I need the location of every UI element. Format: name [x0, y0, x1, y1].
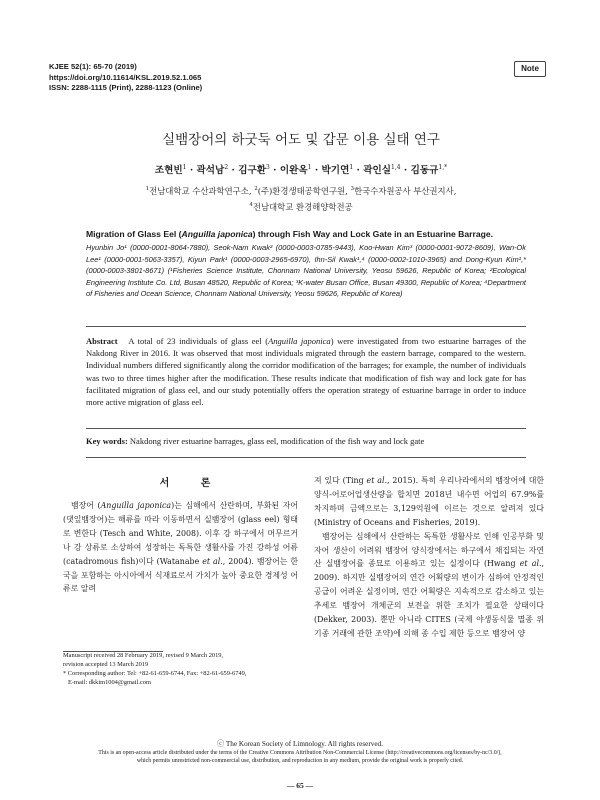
body-text: ., 2004). 뱀장어는 한국을 포함하는 아시아에서 식재료로서 가치가 높아 중요한 경제성 어류로 알려 [63, 556, 298, 594]
keywords [86, 435, 526, 447]
body-paragraph [314, 474, 544, 530]
english-title-part: Migration of Glass Eel ( [86, 229, 182, 239]
author-affiliation-mark: 1 [349, 163, 354, 171]
body-text: ., 2009). 하지만 실뱀장어의 연간 어획량의 변이가 심하여 안정적인 공급이 어려운 실정이며, 연간 어획량은 지속적으로 감소하고 있는 추세로 뱀장어 개체군의 보전을 위한 조치가 필요한 상태이다 (Dekker, 2003). 뿐만 아니라 CITES (국제 야생동식물 멸종 위기종 거래에 관한 조약)에 의해 종 수입 제한 등으로 뱀장어 양 [314, 559, 545, 638]
body-text: ., 2015). 특히 우리나라에서의 뱀장어에 대한 양식-어로어업생산량을 합치면 2018년 내수면 어업의 67.9%를 차지하며 금액으로는 3,129억원에 이르는 것으로 알려져 있다 (Ministry of Oceans and Fisheries, 2019). [314, 476, 545, 527]
author-name: 박기연 [321, 165, 350, 176]
abstract-label: Abstract [86, 336, 118, 346]
author-name: 이완옥 [279, 165, 308, 176]
english-title-part: ) through Fish Way and Lock Gate in an Estuarine Barrage. [252, 229, 494, 239]
footnote-accepted: revision accepted 13 March 2019 [63, 660, 149, 668]
journal-info [49, 62, 202, 94]
affiliation-line-2 [76, 198, 526, 214]
body-etal: et al [366, 476, 385, 485]
korean-affiliations [76, 182, 526, 214]
footnote-corresponding: * Corresponding author: Tel: +82-61-659-6744, Fax: +82-61-659-6749, [63, 669, 247, 677]
author-affiliation-mark: 1 [182, 163, 187, 171]
affiliation-mark: 3 [350, 186, 354, 192]
license-notice [40, 749, 560, 765]
body-text: 뱀장어는 심해에서 산란하는 독특한 생활사로 인해 인공부화 및 자어 생산이 어려워 뱀장어 양식장에서는 하구에서 채집되는 자연산 실뱀장어를 종묘로 이용하고 있는 실정이다 (Hwang [314, 531, 544, 569]
abstract-species: Anguilla japonica [268, 336, 331, 346]
body-text: 져 있다 (Ting [314, 476, 367, 485]
affiliation-text: (주)환경생태공학연구원, [257, 185, 351, 196]
english-title-species: Anguilla japonica [181, 229, 253, 239]
keywords-label: Key words: [86, 436, 128, 446]
author-affiliation-mark: 1,4 [391, 163, 401, 171]
journal-citation: KJEE 52(1): 65-70 (2019) [49, 62, 137, 71]
abstract [86, 335, 526, 408]
author-affiliation-mark: 1 [307, 163, 312, 171]
divider-bottom [86, 457, 526, 458]
korean-authors [76, 162, 526, 176]
affiliation-text: 전남대학교 수산과학연구소, [149, 185, 255, 196]
footnote-received: Manuscript received 28 February 2019, revised 9 March 2019, [63, 652, 224, 659]
author-separator: · [269, 165, 280, 176]
copyright-notice: ⓒ The Korean Society of Limnology. All rights reserved. [217, 740, 383, 748]
license-line: This is an open-access article distributed under the terms of the Creative Commons Attribution Non-Commercial License (http://creativecommons.org/licenses/by-nc/3.0/), [98, 750, 502, 756]
affiliation-mark: 4 [249, 201, 253, 208]
article-type-badge: Note [514, 61, 546, 77]
affiliation-text: 전남대학교 환경해양학전공 [252, 201, 353, 212]
affiliation-line-1 [76, 182, 526, 198]
license-line: which permits unrestricted non-commercial use, distribution, and reproduction in any medium, provide the original work is properly cited. [136, 758, 464, 765]
author-affiliation-mark: 3 [266, 163, 270, 171]
author-affiliation-mark: 2 [224, 163, 229, 171]
body-text: )는 심해에서 산란하며, 부화된 자어 (댓잎뱀장어)는 해류를 따라 이동하면서 실뱀장어 (glass eel) 형태로 변한다 (Tesch and White, 2008). 이후 강 하구에서 머무르거나 강 상류로 소상하여 성장하는 독특한 생활사를 가진 강하성 어류 (catadromous fish)이다 (Watanabe [63, 501, 298, 566]
author-name: 곽인실 [363, 165, 392, 176]
body-left-column [63, 499, 298, 596]
author-separator: · [353, 165, 364, 176]
body-etal: et al [202, 556, 221, 566]
affiliation-mark: 1 [145, 186, 150, 192]
abstract-text: ) were investigated from two estuarine barrages of the Nakdong River in 2016. It was observed that most individuals migrated through the eastern barrage, compared to the western. Individual numbers differed significantly along the corridor modification of the barrages; for example, the number of individuals was two to three times higher after the modification. These results indicate that modification of fish way and lock gate for has facilitated migration of glass eel, and our study potentially offers the operation strategy of estuarine barrage in order to induce more active migration of glass eel. [86, 336, 527, 408]
body-paragraph [63, 499, 298, 596]
keywords-text: Nakdong river estuarine barrages, glass eel, modification of the fish way and lock gate [129, 436, 425, 446]
issn-line: ISSN: 2288-1115 (Print), 2288-1123 (Online) [49, 83, 203, 92]
body-species: Anguilla japonica [100, 501, 172, 510]
footnotes [63, 652, 303, 688]
section-heading-introduction: 서 론 [159, 478, 225, 489]
body-text: 뱀장어 ( [71, 501, 101, 510]
author-name: 곽석남 [196, 165, 225, 176]
author-name: 김구환 [238, 165, 266, 176]
page-number: — 65 — [286, 781, 314, 790]
affiliation-mark: 2 [254, 186, 258, 192]
divider-middle [86, 428, 526, 429]
divider-top [86, 326, 526, 327]
body-paragraph [314, 530, 544, 641]
author-name: 김동규 [410, 165, 439, 176]
author-affiliation-mark: 1,* [438, 163, 448, 171]
affiliation-text: 한국수자원공사 부산권지사, [353, 185, 457, 196]
author-separator: · [186, 165, 197, 176]
body-right-column [314, 474, 544, 641]
body-etal: et al [519, 559, 539, 569]
footnote-email[interactable]: E-mail: dkkim1004@gmail.com [68, 678, 151, 686]
author-separator: · [400, 165, 411, 176]
english-authors: Hyunbin Jo¹ (0000-0001-8064-7880), Seok-Nam Kwak² (0000-0003-0785-9443), Koo-Hwan Kim³ (0000-0001-9072-8609), Wan-Ok Lee¹ (0000-0001-5063-3357), Kiyun Park¹ (0000-0003-2965-6970), Ihn-Sil Kwak¹,⁴ (0000-0002-1010-3965) and Dong-Kyun Kim¹,* (0000-0003-3801-8671) (¹Fisheries Science Institute, Chonnam National University, Yeosu 59626, Republic of Korea; ²Ecological Engineering Institute Co. Ltd, Busan 48520, Republic of Korea; ³K-water Busan Office, Busan 49300, Republic of Korea; ⁴Department of Fisheries and Ocean Science, Chonnam National University, Yeosu 59626, Republic of Korea) [86, 243, 526, 298]
author-separator: · [228, 165, 239, 176]
abstract-text: A total of 23 individuals of glass eel ( [128, 336, 269, 346]
doi-link[interactable]: https://doi.org/10.11614/KSL.2019.52.1.065 [49, 72, 202, 82]
author-separator: · [311, 165, 322, 176]
korean-title: 실뱀장어의 하굿둑 어도 및 갑문 이용 실태 연구 [162, 132, 440, 148]
author-name: 조현빈 [154, 165, 183, 176]
english-title [86, 229, 526, 239]
